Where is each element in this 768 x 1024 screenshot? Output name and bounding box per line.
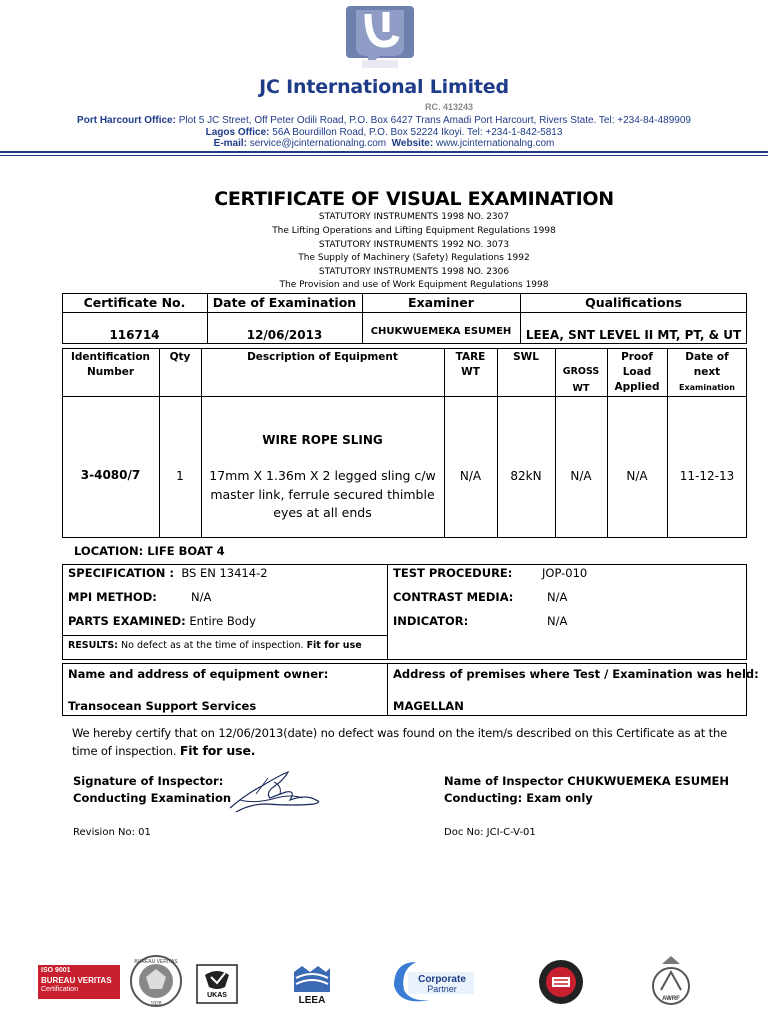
bureau-veritas-seal	[120, 955, 192, 1007]
tare-header	[444, 350, 497, 380]
spec-table-rule	[387, 564, 388, 660]
lagos-label: Lagos Office:	[205, 127, 270, 138]
gross-header	[555, 364, 607, 396]
mpi-value: N/A	[191, 590, 212, 604]
statute-line: STATUTORY INSTRUMENTS 1992 NO. 3073	[318, 240, 510, 250]
specification-value: BS EN 13414-2	[181, 566, 268, 580]
results-row	[68, 640, 362, 651]
certificate-no-value: 116714	[109, 328, 160, 342]
iso-badge-line: Certification	[41, 986, 78, 993]
corporate-text: Corporate	[418, 974, 466, 985]
contact-line	[0, 138, 768, 149]
certify-line	[72, 742, 762, 760]
website-label: Website:	[391, 138, 434, 149]
info-table-rule	[62, 312, 747, 313]
contrast-media-value: N/A	[547, 590, 568, 604]
leea-text: LEEA	[298, 995, 326, 1006]
conducting-exam-label: Conducting Examination	[73, 791, 232, 805]
proof-load-header	[607, 350, 667, 395]
proof-header-line: Proof	[621, 351, 653, 363]
proof-header-line: Applied	[614, 381, 660, 393]
statute-line: The Supply of Machinery (Safety) Regulations 1992	[298, 253, 530, 263]
certify-fit: Fit for use.	[179, 743, 256, 758]
mpi-label: MPI METHOD:	[68, 590, 157, 604]
inspector-signature	[226, 764, 326, 816]
description-header: Description of Equipment	[247, 351, 398, 363]
leea-logo	[290, 962, 334, 1006]
examiner-header: Examiner	[408, 295, 474, 310]
ukas-logo	[195, 963, 239, 1005]
identification-header-line: Identification	[70, 351, 151, 363]
specification-label: SPECIFICATION :	[68, 566, 174, 580]
qty-header: Qty	[169, 351, 191, 363]
certify-statement	[72, 724, 762, 760]
partner-text: Partner	[427, 984, 457, 994]
company-logo	[346, 6, 414, 70]
port-harcourt-label: Port Harcourt Office:	[77, 115, 176, 126]
email-label: E-mail:	[213, 138, 247, 149]
certify-text: time of inspection.	[72, 744, 177, 758]
website-link[interactable]: www.jcinternationalng.com	[435, 138, 555, 149]
tare-header-line: TARE	[455, 351, 486, 363]
next-exam-value: 11-12-13	[679, 469, 735, 483]
owner-value: Transocean Support Services	[68, 699, 257, 713]
statute-line: STATUTORY INSTRUMENTS 1998 NO. 2307	[318, 212, 510, 222]
rc-number: RC. 413243	[425, 102, 474, 112]
description-line: master link, ferrule secured thimble	[210, 486, 435, 502]
exam-date-header: Date of Examination	[212, 295, 357, 310]
results-fit: Fit for use	[306, 640, 362, 651]
port-harcourt-address	[0, 115, 768, 126]
proof-header-line: Load	[622, 366, 652, 378]
iso-badge-line: BUREAU VERITAS	[41, 976, 112, 985]
equipment-title: WIRE ROPE SLING	[262, 433, 383, 447]
revision-no: Revision No: 01	[73, 827, 151, 838]
test-procedure-label: TEST PROCEDURE:	[393, 566, 513, 580]
contrast-media-label: CONTRAST MEDIA:	[393, 590, 514, 604]
inspector-name: Name of Inspector CHUKWUEMEKA ESUMEH	[444, 774, 730, 788]
awrf-emblem	[648, 954, 694, 1008]
qualifications-value: LEEA, SNT LEVEL II MT, PT, & UT	[525, 328, 742, 342]
statute-line: The Provision and use of Work Equipment Regulations 1998	[279, 280, 549, 290]
company-name: JC International Limited	[259, 76, 509, 98]
exam-date-value: 12/06/2013	[246, 328, 323, 342]
lagos-address	[0, 127, 768, 138]
specification-row	[68, 566, 268, 580]
next-header-line: Examination	[679, 383, 735, 392]
equipment-table-rule	[497, 348, 498, 538]
proof-load-value: N/A	[626, 469, 648, 483]
owner-table-rule	[387, 663, 388, 716]
parts-row	[68, 614, 256, 628]
tare-value: N/A	[459, 469, 482, 483]
indicator-value: N/A	[547, 614, 568, 628]
premises-value: MAGELLAN	[393, 699, 464, 713]
parts-label: PARTS EXAMINED:	[68, 614, 186, 628]
location: LOCATION: LIFE BOAT 4	[74, 544, 225, 558]
certify-line: We hereby certify that on 12/06/2013(date) no defect was found on the item/s described on this Certificate as at the	[72, 726, 728, 740]
results-label: RESULTS:	[68, 640, 118, 651]
equipment-table-rule	[62, 396, 747, 397]
qualifications-header: Qualifications	[585, 295, 682, 310]
test-procedure-value: JOP-010	[542, 566, 588, 580]
idc-emblem	[538, 959, 584, 1005]
equipment-description	[201, 467, 444, 523]
signature-label: Signature of Inspector:	[73, 774, 224, 788]
next-exam-header	[667, 350, 747, 395]
doc-no: Doc No: JCI-C-V-01	[444, 827, 536, 838]
header-divider	[0, 151, 768, 153]
email-link[interactable]: service@jcinternationalng.com	[249, 138, 387, 149]
next-header-line: next	[693, 366, 721, 378]
swl-header: SWL	[513, 351, 539, 363]
parts-value: Entire Body	[189, 614, 256, 628]
spec-table-rule	[62, 635, 387, 636]
bv-year: 1828	[150, 1001, 162, 1007]
description-line: eyes at all ends	[273, 505, 372, 520]
ukas-text: UKAS	[207, 992, 227, 999]
lagos-text: 56A Bourdillon Road, P.O. Box 52224 Ikoyi. Tel: +234-1-842-5813	[272, 127, 563, 138]
certificate-no-header: Certificate No.	[83, 295, 186, 310]
gross-header-line: GROSS	[562, 366, 600, 377]
identification-header-line: Number	[86, 366, 135, 378]
identification-value: 3-4080/7	[80, 468, 141, 482]
port-harcourt-text: Plot 5 JC Street, Off Peter Odili Road, P.O. Box 6427 Trans Amadi Port Harcourt, Rivers State. Tel: +234-84-489909	[178, 115, 691, 126]
gross-value: N/A	[570, 469, 592, 483]
examiner-value: CHUKWUEMEKA ESUMEH	[370, 326, 512, 337]
identification-header	[62, 350, 159, 380]
conducting-scope: Conducting: Exam only	[444, 791, 593, 805]
statute-line: STATUTORY INSTRUMENTS 1998 NO. 2306	[318, 267, 510, 277]
swl-value: 82kN	[510, 469, 542, 483]
statute-line: The Lifting Operations and Lifting Equipment Regulations 1998	[272, 226, 556, 236]
iso-badge	[38, 965, 120, 999]
iso-badge-line: ISO 9001	[41, 967, 71, 974]
gross-header-line: WT	[572, 383, 590, 394]
bv-ring-text: BUREAU VERITAS	[134, 959, 178, 965]
equipment-table-rule	[159, 348, 160, 538]
qty-value: 1	[176, 469, 184, 483]
next-header-line: Date of	[685, 351, 729, 363]
header-divider-thin	[0, 155, 768, 156]
certificate-title: CERTIFICATE OF VISUAL EXAMINATION	[214, 188, 614, 210]
premises-label: Address of premises where Test / Examination was held:	[393, 667, 759, 681]
corporate-partner-logo	[390, 956, 482, 1006]
tare-header-line: WT	[461, 366, 480, 378]
results-text: No defect as at the time of inspection.	[121, 640, 304, 651]
description-line: 17mm X 1.36m X 2 legged sling c/w	[209, 468, 436, 483]
indicator-label: INDICATOR:	[393, 614, 469, 628]
owner-label: Name and address of equipment owner:	[68, 667, 329, 681]
awrf-text: AWRF	[662, 996, 680, 1002]
